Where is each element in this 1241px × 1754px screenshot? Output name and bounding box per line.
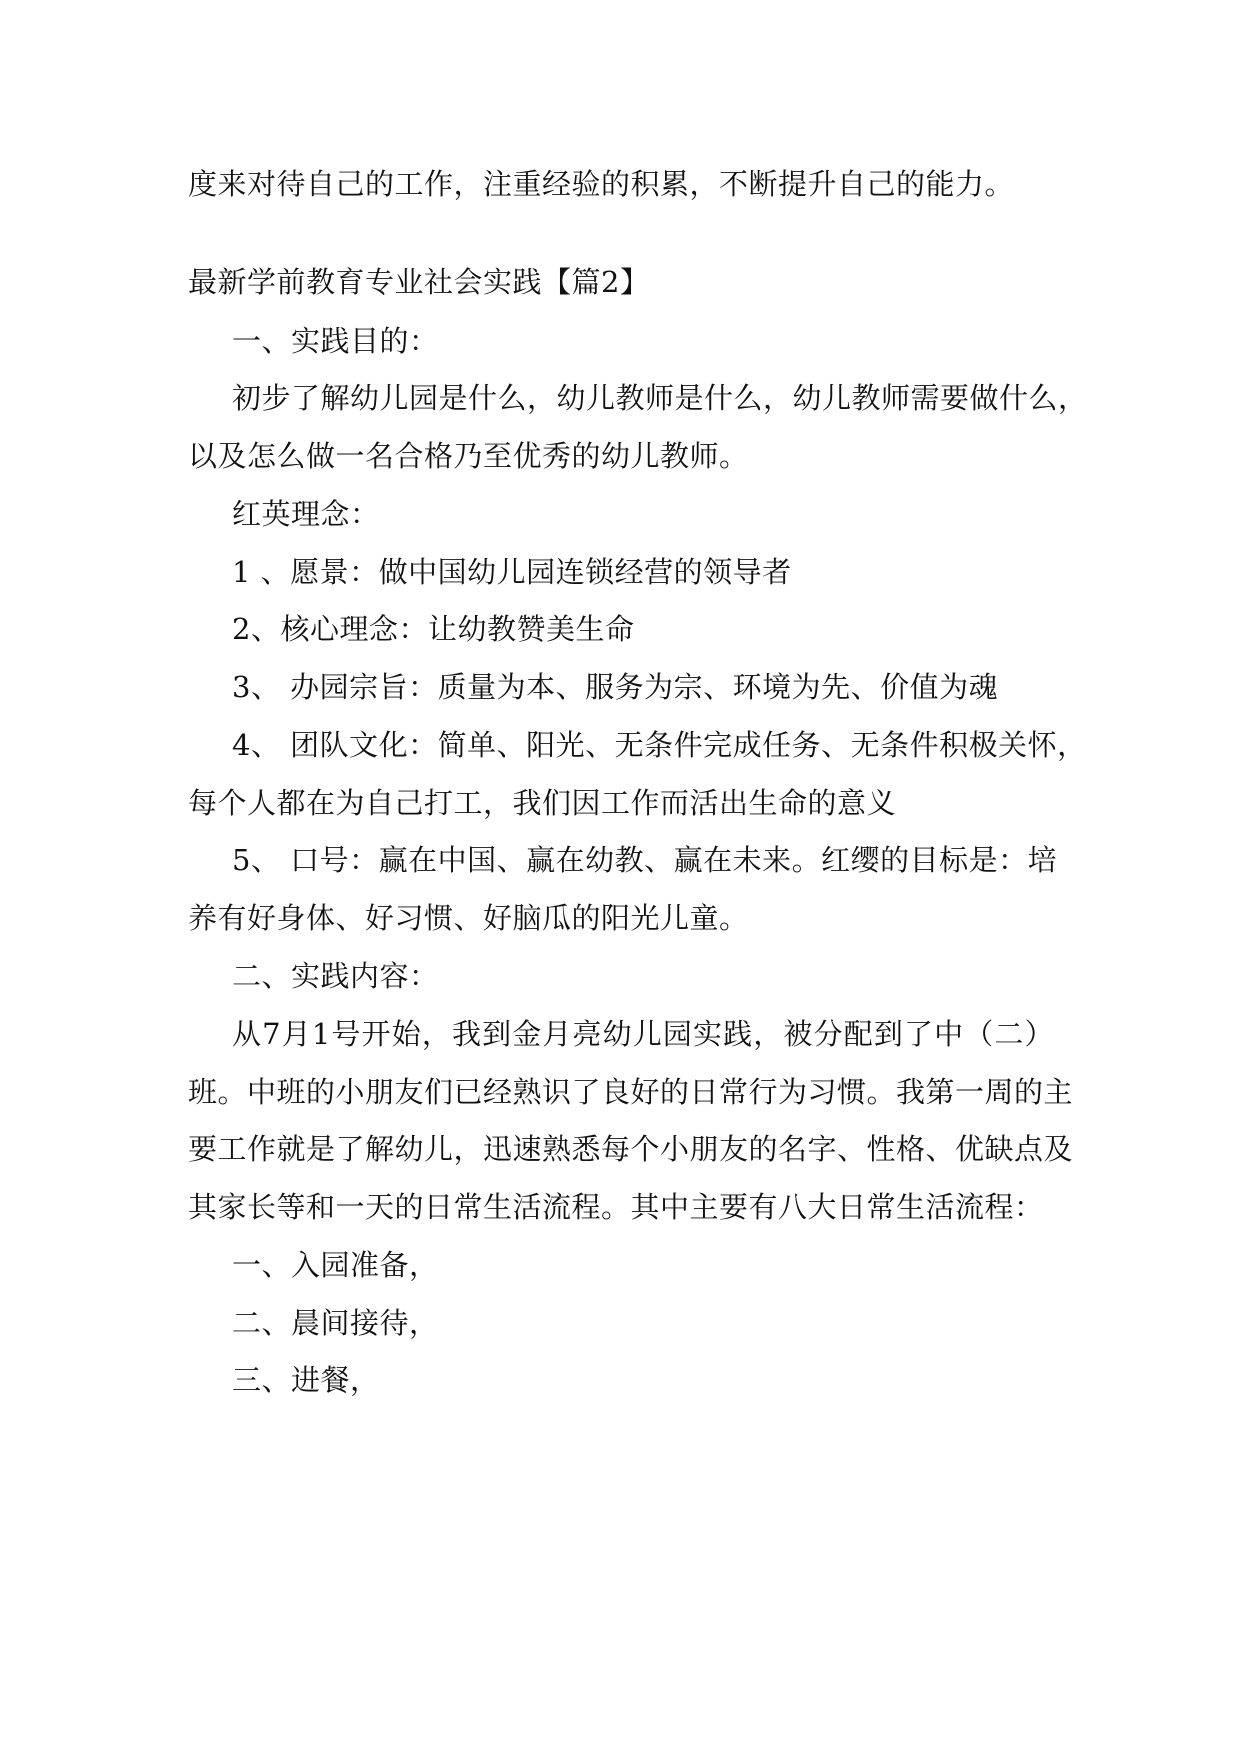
- paragraph-line: 初步了解幼儿园是什么，幼儿教师是什么，幼儿教师需要做什么，: [232, 381, 1088, 415]
- list-item: 2、核心理念：让幼教赞美生命: [232, 612, 635, 646]
- list-item: 一、入园准备，: [232, 1248, 439, 1282]
- paragraph-line: 从7月1号开始，我到金月亮幼儿园实践，被分配到了中（二）: [232, 1017, 1054, 1051]
- paragraph-line: 班。中班的小朋友们已经熟识了良好的日常行为习惯。我第一周的主: [188, 1075, 1074, 1109]
- paragraph-line: 其家长等和一天的日常生活流程。其中主要有八大日常生活流程：: [188, 1190, 1044, 1224]
- paragraph-line: 要工作就是了解幼儿，迅速熟悉每个小朋友的名字、性格、优缺点及: [188, 1132, 1074, 1166]
- list-item: 3、 办园宗旨：质量为本、服务为宗、环境为先、价值为魂: [232, 670, 999, 704]
- paragraph-line: 度来对待自己的工作，注重经验的积累，不断提升自己的能力。: [188, 167, 1015, 201]
- list-item: 二、晨间接待，: [232, 1306, 439, 1340]
- list-item: 三、进餐，: [232, 1363, 380, 1397]
- subheading-philosophy: 红英理念：: [232, 497, 380, 531]
- paragraph-line: 每个人都在为自己打工，我们因工作而活出生命的意义: [188, 786, 897, 820]
- subheading-purpose: 一、实践目的：: [232, 324, 439, 358]
- list-item: 1 、愿景：做中国幼儿园连锁经营的领导者: [232, 555, 792, 589]
- paragraph-line: 以及怎么做一名合格乃至优秀的幼儿教师。: [188, 439, 749, 473]
- section-heading: 最新学前教育专业社会实践【篇2】: [188, 265, 650, 299]
- paragraph-line: 养有好身体、好习惯、好脑瓜的阳光儿童。: [188, 901, 749, 935]
- list-item: 5、 口号：赢在中国、赢在幼教、赢在未来。红缨的目标是：培: [232, 843, 1058, 877]
- list-item: 4、 团队文化：简单、阳光、无条件完成任务、无条件积极关怀，: [232, 728, 1087, 762]
- subheading-content: 二、实践内容：: [232, 959, 439, 993]
